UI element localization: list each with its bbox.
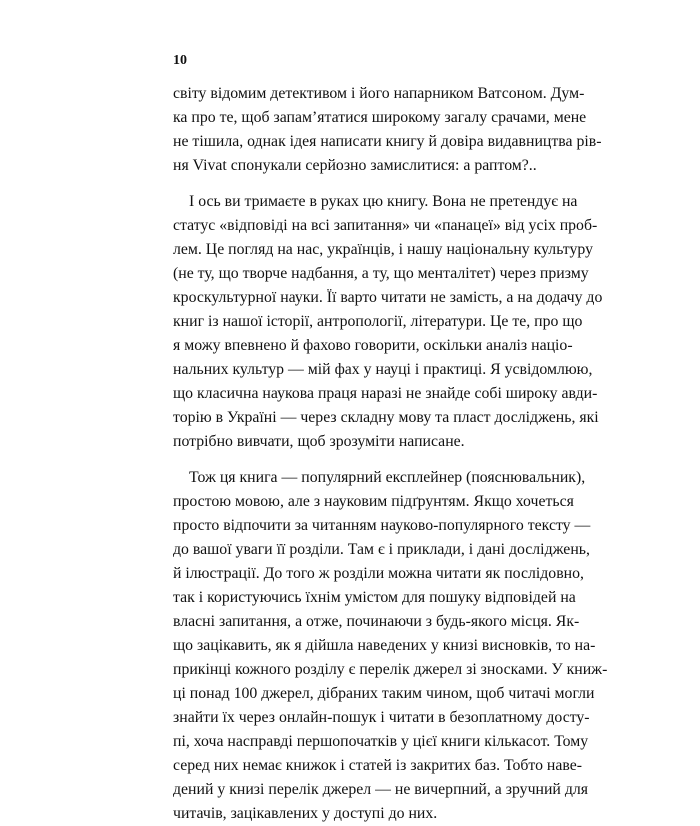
text-line: прикінці кожного розділу є перелік джерел зі зносками. У книж-: [173, 661, 608, 678]
page-number: 10: [173, 53, 187, 68]
text-line: пі, хоча насправді першопочатків у цієї книги кількасот. Тому: [173, 733, 589, 750]
paragraph: [173, 190, 603, 454]
paragraph: [173, 466, 608, 826]
text-line: статус «відповіді на всі запитання» чи «панацеї» від усіх проб-: [173, 217, 598, 234]
text-line: світу відомим детективом і його напарником Ватсоном. Дум-: [173, 85, 585, 102]
text-line: дений у книзі перелік джерел — не вичерпний, а зручний для: [173, 781, 589, 798]
paragraph: [173, 82, 602, 178]
text-line: серед них немає книжок і статей із закритих баз. Тобто наве-: [173, 757, 583, 774]
text-line: І ось ви тримаєте в руках цю книгу. Вона не претендує на: [189, 193, 578, 210]
text-line: книг із нашої історії, антропології, літератури. Це те, про що: [173, 313, 583, 330]
paragraph-gap: [173, 178, 525, 190]
text-line: просто відпочити за читанням науково-популярного тексту —: [173, 517, 591, 534]
text-line: до вашої уваги її розділи. Там є і приклади, і дані досліджень,: [173, 541, 590, 558]
text-line: ня Vivat спонукали серйозно замислитися: а раптом?..: [173, 157, 537, 174]
text-line: не тішила, однак ідея написати книгу й довіра видавництва рів-: [173, 133, 602, 150]
text-line: що класична наукова праця наразі не знайде собі широку авди-: [173, 385, 598, 402]
text-line: кроскультурної науки. Її варто читати не замість, а на додачу до: [173, 289, 603, 306]
text-line: ці понад 100 джерел, дібраних таким чином, щоб читачі могли: [173, 685, 595, 702]
text-line: що зацікавить, як я дійшла наведених у книзі висновків, то на-: [173, 637, 596, 654]
body-text: [173, 82, 608, 826]
text-line: я можу впевнено й фахово говорити, оскільки аналіз націо-: [173, 337, 573, 354]
text-line: власні запитання, а отже, починаючи з будь-якого місця. Як-: [173, 613, 580, 630]
paragraph-gap: [173, 454, 525, 466]
text-line: нальних культур — мій фах у науці і практиці. Я усвідомлюю,: [173, 361, 593, 378]
text-line: потрібно вивчати, щоб зрозуміти написане.: [173, 433, 465, 450]
text-line: ка про те, щоб запам’ятатися широкому загалу срачами, мене: [173, 109, 587, 126]
text-line: торію в Україні — через складну мову та пласт досліджень, які: [173, 409, 599, 426]
text-line: так і користуючись їхнім умістом для пошуку відповідей на: [173, 589, 576, 606]
text-line: Тож ця книга — популярний експлейнер (пояснювальник),: [189, 469, 586, 486]
text-line: простою мовою, але з науковим підґрунтям. Якщо хочеться: [173, 493, 574, 510]
text-line: (не ту, що творче надбання, а ту, що менталітет) через призму: [173, 265, 589, 282]
text-line: знайти їх через онлайн-пошук і читати в безоплатному досту-: [173, 709, 590, 726]
text-line: читачів, зацікавлених у доступі до них.: [173, 805, 438, 822]
text-line: й ілюстрації. До того ж розділи можна читати як послідовно,: [173, 565, 584, 582]
text-line: лем. Це погляд на нас, українців, і нашу національну культуру: [173, 241, 593, 258]
